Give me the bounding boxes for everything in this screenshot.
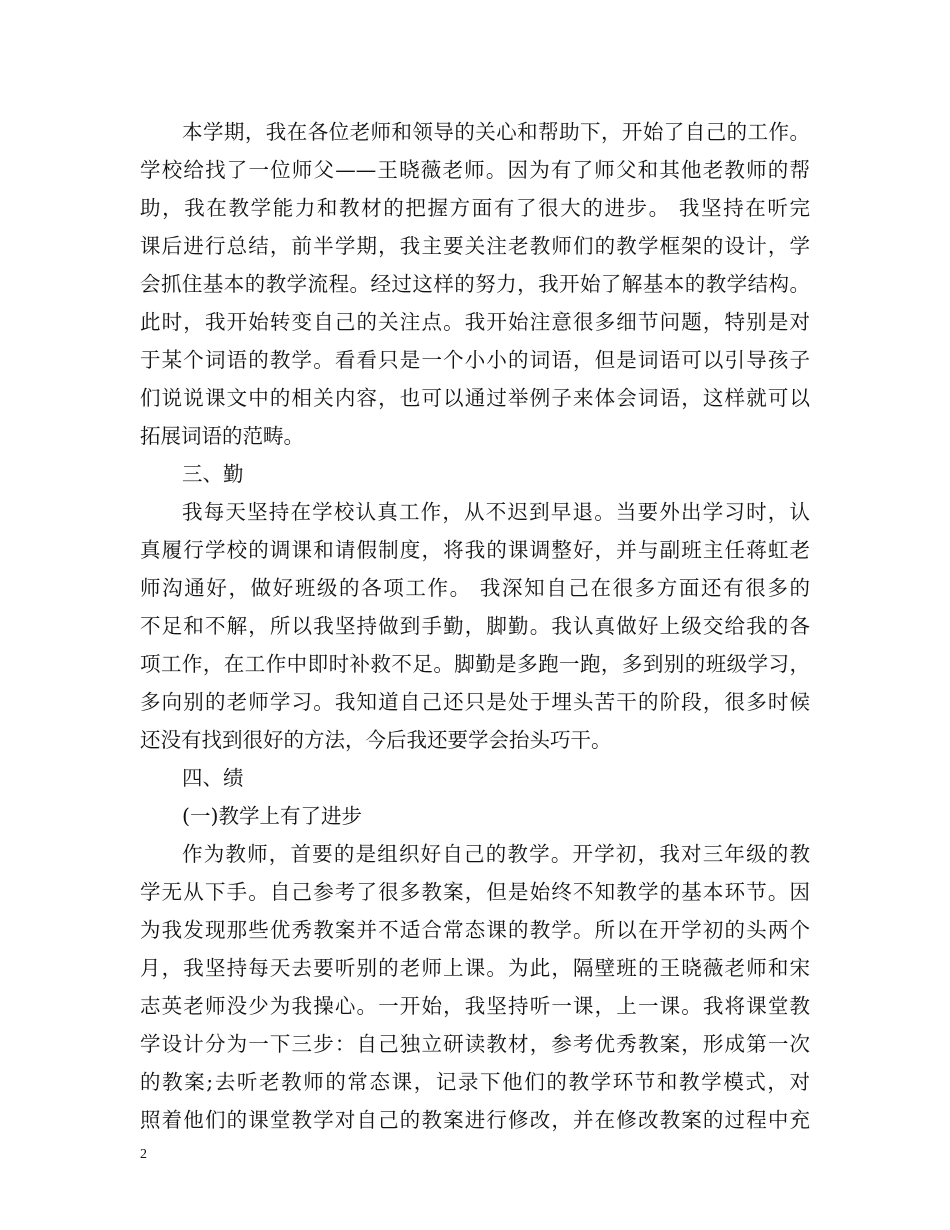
document-body xyxy=(140,113,810,1139)
text-line-6: 此时，我开始转变自己的关注点。我开始注意很多细节问题，特别是对 xyxy=(140,310,810,334)
text-line-16: 多向别的老师学习。我知道自己还只是处于埋头苦干的阶段，很多时候 xyxy=(140,690,810,714)
text-line-25: 学设计分为一下三步：自己独立研读教材，参考优秀教案，形成第一次 xyxy=(140,1032,810,1056)
page-number: 2 xyxy=(140,1147,147,1162)
text-line-3: 助，我在教学能力和教材的把握方面有了很大的进步。 我坚持在听完 xyxy=(140,196,810,220)
text-line-9: 拓展词语的范畴。 xyxy=(140,424,304,448)
text-line-4: 课后进行总结，前半学期，我主要关注老教师们的教学框架的设计，学 xyxy=(140,234,810,258)
text-line-15: 项工作，在工作中即时补救不足。脚勤是多跑一跑，多到别的班级学习， xyxy=(140,652,810,676)
text-line-17: 还没有找到很好的方法，今后我还要学会抬头巧干。 xyxy=(140,728,612,752)
text-line-26: 的教案;去听老教师的常态课，记录下他们的教学环节和教学模式，对 xyxy=(140,1070,810,1094)
subsection-heading: (一)教学上有了进步 xyxy=(182,804,362,828)
text-line-8: 们说说课文中的相关内容，也可以通过举例子来体会词语，这样就可以 xyxy=(140,386,810,410)
text-line-13: 师沟通好，做好班级的各项工作。 我深知自己在很多方面还有很多的 xyxy=(140,576,810,600)
text-line-7: 于某个词语的教学。看看只是一个小小的词语，但是词语可以引导孩子 xyxy=(140,348,810,372)
section-heading-qin: 三、勤 xyxy=(182,462,244,486)
text-line-14: 不足和不解，所以我坚持做到手勤，脚勤。我认真做好上级交给我的各 xyxy=(140,614,810,638)
text-line-1: 本学期，我在各位老师和领导的关心和帮助下，开始了自己的工作。 xyxy=(182,120,810,144)
text-line-11: 我每天坚持在学校认真工作，从不迟到早退。当要外出学习时，认 xyxy=(182,500,810,524)
text-line-12: 真履行学校的调课和请假制度，将我的课调整好，并与副班主任蒋虹老 xyxy=(140,538,810,562)
text-line-27: 照着他们的课堂教学对自己的教案进行修改，并在修改教案的过程中充 xyxy=(140,1108,810,1132)
text-line-24: 志英老师没少为我操心。一开始，我坚持听一课，上一课。我将课堂教 xyxy=(140,994,810,1018)
text-line-22: 为我发现那些优秀教案并不适合常态课的教学。所以在开学初的头两个 xyxy=(140,918,810,942)
text-line-5: 会抓住基本的教学流程。经过这样的努力，我开始了解基本的教学结构。 xyxy=(140,272,810,296)
text-line-21: 学无从下手。自己参考了很多教案，但是始终不知教学的基本环节。因 xyxy=(140,880,810,904)
section-heading-ji: 四、绩 xyxy=(182,766,244,790)
text-line-20: 作为教师，首要的是组织好自己的教学。开学初，我对三年级的教 xyxy=(182,842,810,866)
text-line-23: 月，我坚持每天去要听别的老师上课。为此，隔壁班的王晓薇老师和宋 xyxy=(140,956,810,980)
text-line-2: 学校给找了一位师父——王晓薇老师。因为有了师父和其他老教师的帮 xyxy=(140,158,810,182)
